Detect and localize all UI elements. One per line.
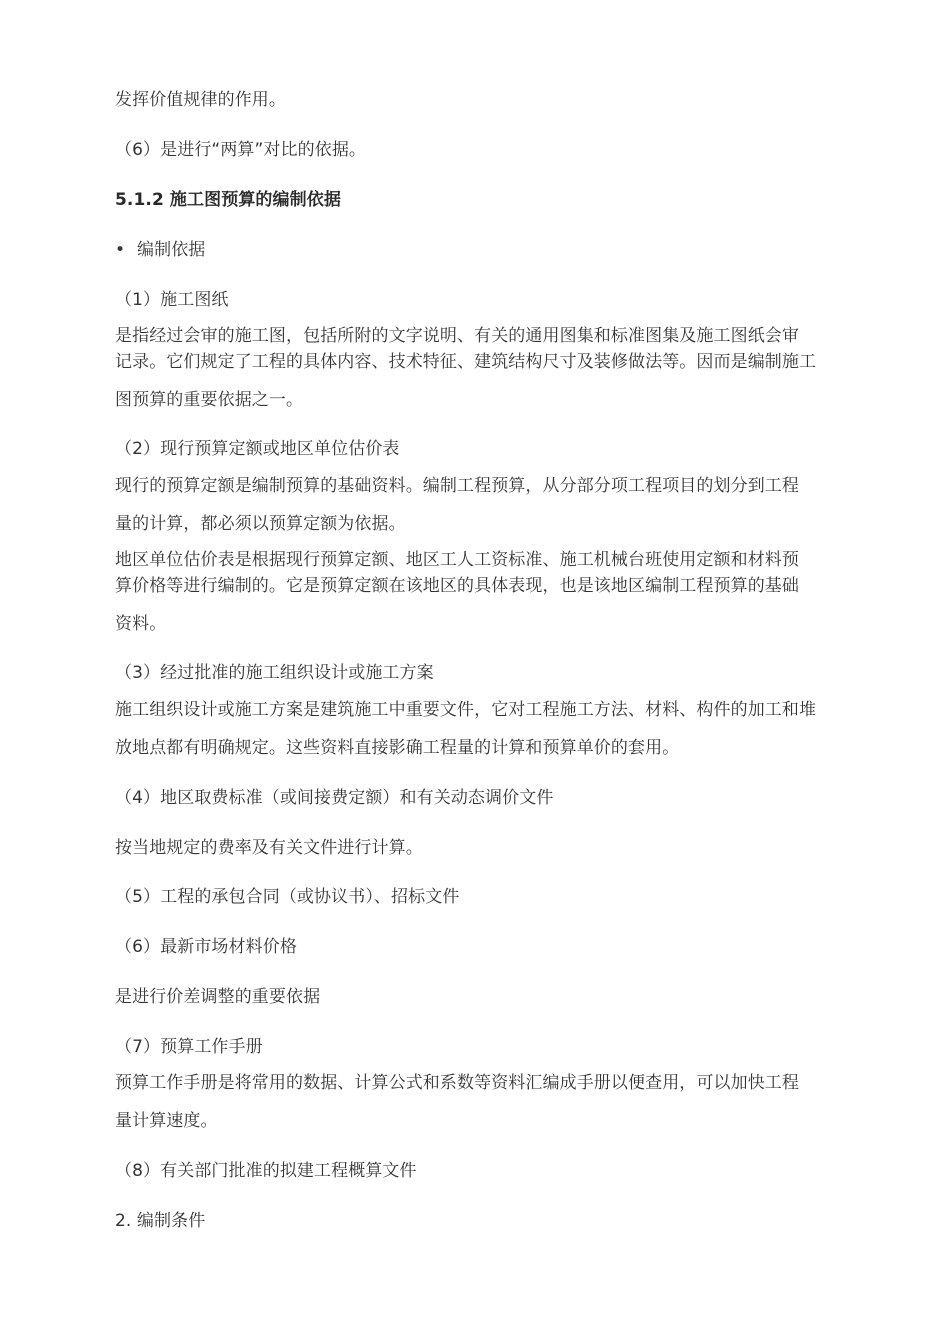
paragraph-line: 预算工作手册是将常用的数据、计算公式和系数等资料汇编成手册以便查用，可以加快工程 [115, 1073, 799, 1093]
paragraph-line: 资料。 [115, 614, 167, 634]
list-item-7: （7）预算工作手册 [115, 1037, 263, 1057]
paragraph-line: 图预算的重要依据之一。 [115, 390, 304, 410]
paragraph-line: 地区单位估价表是根据现行预算定额、地区工人工资标准、施工机械台班使用定额和材料预 [115, 550, 799, 570]
paragraph-line: 量的计算，都必须以预算定额为依据。 [115, 514, 406, 534]
paragraph-line: 放地点都有明确规定。这些资料直接影确工程量的计算和预算单价的套用。 [115, 738, 680, 758]
paragraph-line: 按当地规定的费率及有关文件进行计算。 [115, 838, 423, 858]
paragraph-line: 记录。它们规定了工程的具体内容、技术特征、建筑结构尺寸及装修做法等。因而是编制施工 [115, 352, 817, 372]
paragraph-line: 是指经过会审的施工图，包括所附的文字说明、有关的通用图集和标准图集及施工图纸会审 [115, 326, 799, 346]
list-item-2: （2）现行预算定额或地区单位估价表 [115, 439, 400, 459]
bullet-icon: • [115, 240, 126, 260]
paragraph-line: 发挥价值规律的作用。 [115, 90, 286, 110]
list-item-3: （3）经过批准的施工组织设计或施工方案 [115, 663, 434, 683]
list-item-4: （4）地区取费标准（或间接费定额）和有关动态调价文件 [115, 788, 554, 808]
paragraph-line: 是进行价差调整的重要依据 [115, 987, 321, 1007]
subsection-heading: 2. 编制条件 [115, 1211, 206, 1231]
paragraph-line: 施工组织设计或施工方案是建筑施工中重要文件，它对工程施工方法、材料、构件的加工和堆 [115, 700, 817, 720]
section-heading: 5.1.2 施工图预算的编制依据 [115, 190, 341, 210]
bullet-item [115, 238, 415, 262]
list-item-5: （5）工程的承包合同（或协议书）、招标文件 [115, 887, 460, 907]
paragraph-line: 算价格等进行编制的。它是预算定额在该地区的具体表现，也是该地区编制工程预算的基础 [115, 576, 799, 596]
list-item-1: （1）施工图纸 [115, 290, 229, 310]
bullet-text: 编制依据 [137, 240, 206, 260]
list-item-6: （6）是进行“两算”对比的依据。 [115, 140, 367, 160]
paragraph-line: 现行的预算定额是编制预算的基础资料。编制工程预算，从分部分项工程项目的划分到工程 [115, 476, 799, 496]
paragraph-line: 量计算速度。 [115, 1111, 218, 1131]
list-item-8: （8）有关部门批准的拟建工程概算文件 [115, 1161, 417, 1181]
list-item-6: （6）最新市场材料价格 [115, 937, 297, 957]
